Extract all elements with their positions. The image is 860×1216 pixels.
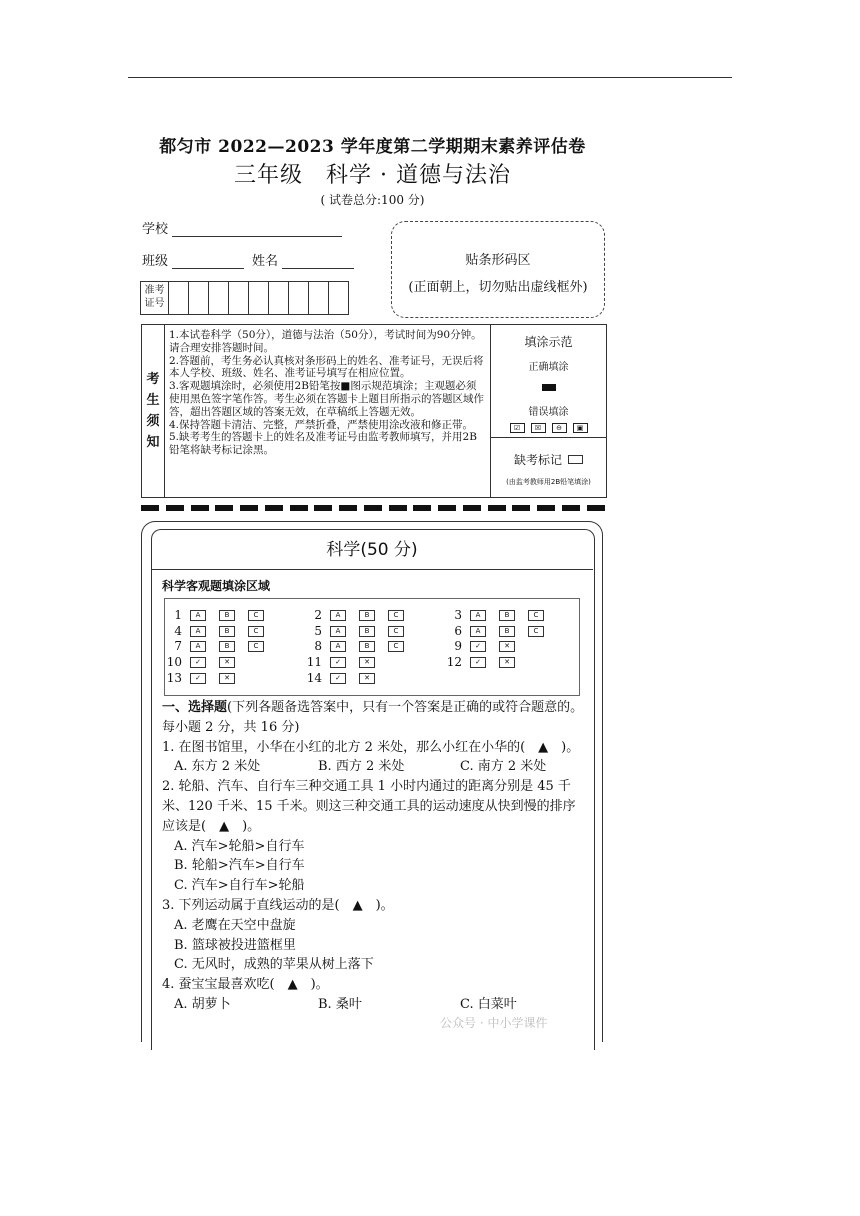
- question-4: 4. 蚕宝宝最喜欢吃( ▲ )。: [162, 977, 329, 993]
- notice-item: 3.客观题填涂时，必须使用2B铅笔按■图示规范填涂；主观题必须使用黑色签字笔作答。考生必须在答题卡上题目所指示的答题区域作答，超出答题区域的答案无效，在草稿纸上答题无效。: [169, 380, 484, 418]
- option: A. 汽车>轮船>自行车: [174, 838, 305, 854]
- filled-mark-icon: [542, 384, 556, 391]
- cut-line: [141, 505, 605, 511]
- class-field[interactable]: [142, 250, 354, 269]
- wrong-fill-label: 错误填涂: [528, 407, 569, 418]
- school-line[interactable]: [172, 222, 342, 237]
- section1-instructions: [162, 698, 586, 738]
- absent-mark[interactable]: [491, 451, 606, 468]
- notice-item: 4.保持答题卡清洁、完整，严禁折叠，严禁使用涂改液和修正带。: [169, 418, 474, 431]
- school-label: 学校: [142, 222, 169, 237]
- exam-number-cell[interactable]: [249, 282, 269, 314]
- objective-area-title: 科学客观题填涂区域: [162, 579, 271, 593]
- question-1-options: [162, 757, 586, 777]
- answer-row[interactable]: 11 ✓ ✕: [296, 655, 388, 669]
- candidate-notice: [141, 324, 607, 498]
- answer-row[interactable]: 4 A B C: [156, 624, 277, 638]
- exam-number-boxes[interactable]: [140, 281, 349, 315]
- question-4-options: [162, 995, 586, 1015]
- absent-note: (由监考教师用2B铅笔填涂): [506, 478, 591, 486]
- answer-row[interactable]: 13 ✓ ✕: [156, 671, 248, 685]
- barcode-instruction: (正面朝上，切勿贴出虚线框外): [408, 280, 588, 295]
- answer-row[interactable]: 3 A B C: [436, 608, 557, 622]
- option: C. 无风时，成熟的苹果从树上落下: [174, 957, 374, 973]
- science-title: 科学(50 分): [326, 540, 418, 560]
- absent-label: 缺考标记: [513, 453, 562, 467]
- wrong-partial-icon: ▣: [573, 423, 588, 433]
- top-rule: [128, 77, 732, 78]
- option: B. 篮球被投进篮框里: [174, 937, 296, 953]
- exam-number-cell[interactable]: [169, 282, 189, 314]
- panel-divider: [491, 437, 606, 438]
- correct-fill-label: 正确填涂: [528, 362, 569, 373]
- exam-number-cell[interactable]: [189, 282, 209, 314]
- barcode-label: 贴条形码区: [465, 253, 531, 268]
- science-title-rule: [151, 569, 593, 570]
- absent-box[interactable]: [568, 455, 583, 464]
- notice-item: 1.本试卷科学（50分），道德与法治（50分），考试时间为90分钟。请合理安排答题时间。: [169, 329, 482, 354]
- exam-number-cell[interactable]: [329, 282, 348, 314]
- notice-item: 2.答题前，考生务必认真核对条形码上的姓名、准考证号，无误后将本人学校、班级、姓名、准考证号填写在相应位置。: [169, 354, 484, 380]
- exam-number-cell[interactable]: [289, 282, 309, 314]
- option: A. 胡萝卜: [174, 996, 231, 1012]
- class-label: 班级: [142, 254, 169, 269]
- answer-row[interactable]: 1 A B C: [156, 608, 277, 622]
- question-3: 3. 下列运动属于直线运动的是( ▲ )。: [162, 897, 394, 913]
- watermark: 公众号 · 中小学课件: [440, 1016, 548, 1030]
- notice-side-label: 考 生 须 知: [142, 325, 165, 497]
- wrong-cross-icon: ☒: [531, 423, 546, 433]
- fill-demo-panel: [491, 325, 606, 497]
- name-label: 姓名: [252, 254, 279, 269]
- option: C. 南方 2 米处: [460, 759, 547, 775]
- answer-row[interactable]: 2 A B C: [296, 608, 417, 622]
- option: B. 桑叶: [318, 996, 362, 1012]
- barcode-area: [391, 221, 605, 318]
- option: C. 汽车>自行车>轮船: [174, 878, 305, 894]
- option: A. 老鹰在天空中盘旋: [174, 917, 296, 933]
- answer-row[interactable]: 9 ✓ ✕: [436, 639, 528, 653]
- exam-number-label: 准考证号: [141, 282, 169, 314]
- exam-number-cell[interactable]: [209, 282, 229, 314]
- wrong-dash-icon: ⊖: [552, 423, 567, 433]
- section1-note: (下列各题备选答案中，只有一个答案是正确的或符合题意的。每小题 2 分，共 16 分): [162, 700, 584, 735]
- option: B. 西方 2 米处: [318, 759, 405, 775]
- answer-row[interactable]: 12 ✓ ✕: [436, 655, 528, 669]
- option: A. 东方 2 米处: [174, 759, 261, 775]
- class-line[interactable]: [172, 254, 244, 269]
- answer-row[interactable]: 7 A B C: [156, 639, 277, 653]
- question-2: 2. 轮船、汽车、自行车三种交通工具 1 小时内通过的距离分别是 45 千米、120 千米、15 千米。则这三种交通工具的运动速度从快到慢的排序应该是( ▲ )。: [162, 779, 576, 834]
- name-line[interactable]: [282, 254, 354, 269]
- notice-item: 5.缺考考生的答题卡上的姓名及准考证号由监考教师填写，并用2B铅笔将缺考标记涂黑。: [169, 431, 477, 457]
- exam-number-cell[interactable]: [269, 282, 289, 314]
- exam-number-cell[interactable]: [229, 282, 249, 314]
- option: B. 轮船>汽车>自行车: [174, 858, 305, 874]
- question-text-block: [162, 698, 586, 1015]
- school-field[interactable]: [142, 218, 342, 237]
- answer-row[interactable]: 6 A B C: [436, 624, 557, 638]
- wrong-check-icon: ☑: [510, 423, 525, 433]
- answer-row[interactable]: 8 A B C: [296, 639, 417, 653]
- exam-subtitle: 三年级 科学 · 道德与法治: [234, 163, 511, 188]
- score-note: ( 试卷总分:100 分): [320, 193, 425, 207]
- answer-row[interactable]: 14 ✓ ✕: [296, 671, 388, 685]
- exam-title: 都匀市 2022—2023 学年度第二学期期末素养评估卷: [159, 137, 586, 157]
- fill-demo-title: 填涂示范: [524, 335, 573, 349]
- answer-row[interactable]: 10 ✓ ✕: [156, 655, 248, 669]
- section1-heading: 一、选择题: [162, 700, 228, 715]
- question-1: 1. 在图书馆里，小华在小红的北方 2 米处，那么小红在小华的( ▲ )。: [162, 739, 580, 755]
- option: C. 白菜叶: [460, 996, 517, 1012]
- wrong-fill-examples: [491, 423, 606, 433]
- answer-row[interactable]: 5 A B C: [296, 624, 417, 638]
- notice-body: [165, 325, 491, 497]
- exam-number-cell[interactable]: [309, 282, 329, 314]
